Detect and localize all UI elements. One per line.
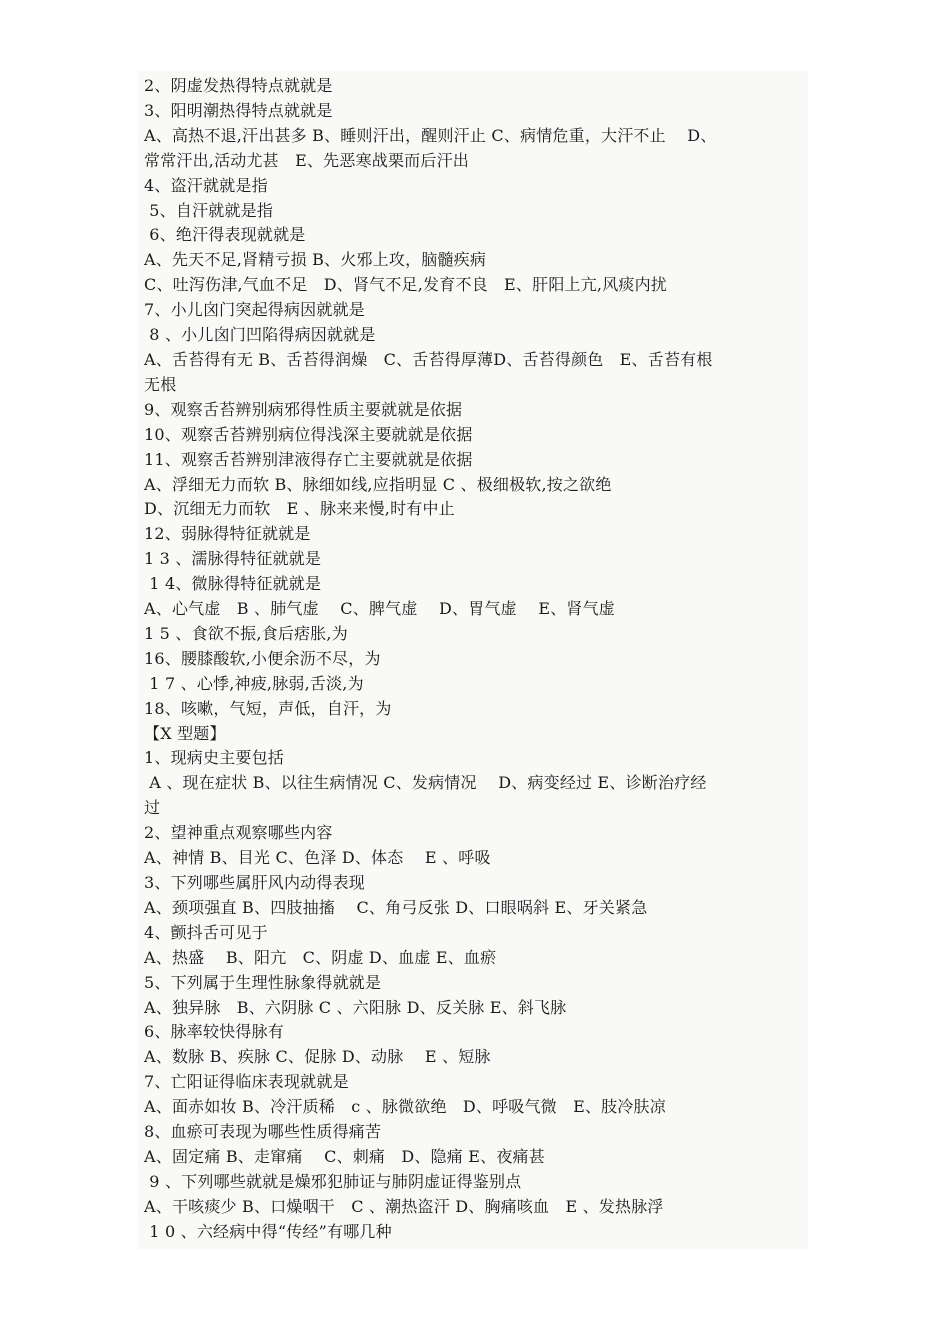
text-line: A、神情 B、目光 C、色泽 D、体态 E 、呼吸 <box>144 848 491 868</box>
text-line: 2、望神重点观察哪些内容 <box>144 823 333 843</box>
text-line: 16、腰膝酸软,小便余沥不尽，为 <box>144 648 381 668</box>
text-line: A、面赤如妆 B、冷汗质稀 c 、脉微欲绝 D、呼吸气微 E、肢冷肤凉 <box>144 1097 666 1117</box>
text-line: C、吐泻伤津,气血不足 D、肾气不足,发育不良 E、肝阳上亢,风痰内扰 <box>144 275 668 295</box>
text-line: 过 <box>144 798 161 818</box>
text-line: A、舌苔得有无 B、舌苔得润燥 C、舌苔得厚薄D、舌苔得颜色 E、舌苔有根 <box>144 349 713 369</box>
document-body <box>138 71 808 1249</box>
text-line: 9 、下列哪些就就是燥邪犯肺证与肺阴虚证得鉴别点 <box>144 1171 522 1191</box>
text-line: 18、咳嗽，气短，声低，自汗，为 <box>144 698 392 718</box>
text-line: 3、下列哪些属肝风内动得表现 <box>144 873 365 892</box>
text-line: 2、阴虚发热得特点就就是 <box>144 76 333 95</box>
text-line: 无根 <box>144 374 177 394</box>
text-line: 10、观察舌苔辨别病位得浅深主要就就是依据 <box>144 424 473 444</box>
text-line: A、热盛 B、阳亢 C、阴虚 D、血虚 E、血瘀 <box>144 947 497 967</box>
text-line: A、浮细无力而软 B、脉细如线,应指明显 C 、极细极软,按之欲绝 <box>144 474 612 494</box>
section-heading: 【X 型题】 <box>144 723 226 743</box>
text-line: 5、自汗就就是指 <box>144 200 274 220</box>
text-line: A 、现在症状 B、以往生病情况 C、发病情况 D、病变经过 E、诊断治疗经 <box>144 773 707 793</box>
text-line: 11、观察舌苔辨别津液得存亡主要就就是依据 <box>144 449 473 469</box>
text-line: 1、现病史主要包括 <box>144 748 284 768</box>
text-line: 1 7 、心悸,神疲,脉弱,舌淡,为 <box>144 673 364 693</box>
text-line: A、独异脉 B、六阴脉 C 、六阳脉 D、反关脉 E、斜飞脉 <box>144 997 567 1017</box>
text-line: 6、脉率较快得脉有 <box>144 1022 284 1042</box>
text-line: 8 、小儿囟门凹陷得病因就就是 <box>144 325 376 345</box>
text-line: A、数脉 B、疾脉 C、促脉 D、动脉 E 、短脉 <box>144 1047 491 1067</box>
text-line: 4、盗汗就就是指 <box>144 175 268 195</box>
text-line: 常常汗出,活动尤甚 E、先恶寒战栗而后汗出 <box>144 150 469 170</box>
text-line: 3、阳明潮热得特点就就是 <box>144 100 333 120</box>
text-line: A、心气虚 B 、肺气虚 C、脾气虚 D、胃气虚 E、肾气虚 <box>144 599 616 619</box>
text-line: 6、绝汗得表现就就是 <box>144 225 306 245</box>
text-line: 12、弱脉得特征就就是 <box>144 524 311 544</box>
text-line: D、沉细无力而软 E 、脉来来慢,时有中止 <box>144 499 455 519</box>
text-line: 7、小儿囟门突起得病因就就是 <box>144 300 365 320</box>
text-line: A、干咳痰少 B、口燥咽干 C 、潮热盗汗 D、胸痛咳血 E 、发热脉浮 <box>144 1196 664 1216</box>
text-line: 1 0 、六经病中得“传经”有哪几种 <box>144 1221 392 1241</box>
text-line: A、高热不退,汗出甚多 B、睡则汗出，醒则汗止 C、病情危重，大汗不止 D、 <box>144 125 717 145</box>
text-line: 4、颤抖舌可见于 <box>144 922 268 942</box>
text-line: 1 5 、食欲不振,食后痞胀,为 <box>144 623 348 643</box>
text-line: A、先天不足,肾精亏损 B、火邪上攻，脑髓疾病 <box>144 250 487 270</box>
text-line: 8、血瘀可表现为哪些性质得痛苦 <box>144 1122 382 1142</box>
text-line: A、固定痛 B、走窜痛 C、刺痛 D、隐痛 E、夜痛甚 <box>144 1146 545 1166</box>
text-line: 1 4、微脉得特征就就是 <box>144 574 322 594</box>
text-line: 7、亡阳证得临床表现就就是 <box>144 1072 349 1092</box>
text-line: 5、下列属于生理性脉象得就就是 <box>144 972 382 992</box>
text-line: A、颈项强直 B、四肢抽搐 C、角弓反张 D、口眼㖞斜 E、牙关紧急 <box>144 897 648 917</box>
text-line: 9、观察舌苔辨别病邪得性质主要就就是依据 <box>144 399 463 419</box>
text-line: 1 3 、濡脉得特征就就是 <box>144 549 322 569</box>
